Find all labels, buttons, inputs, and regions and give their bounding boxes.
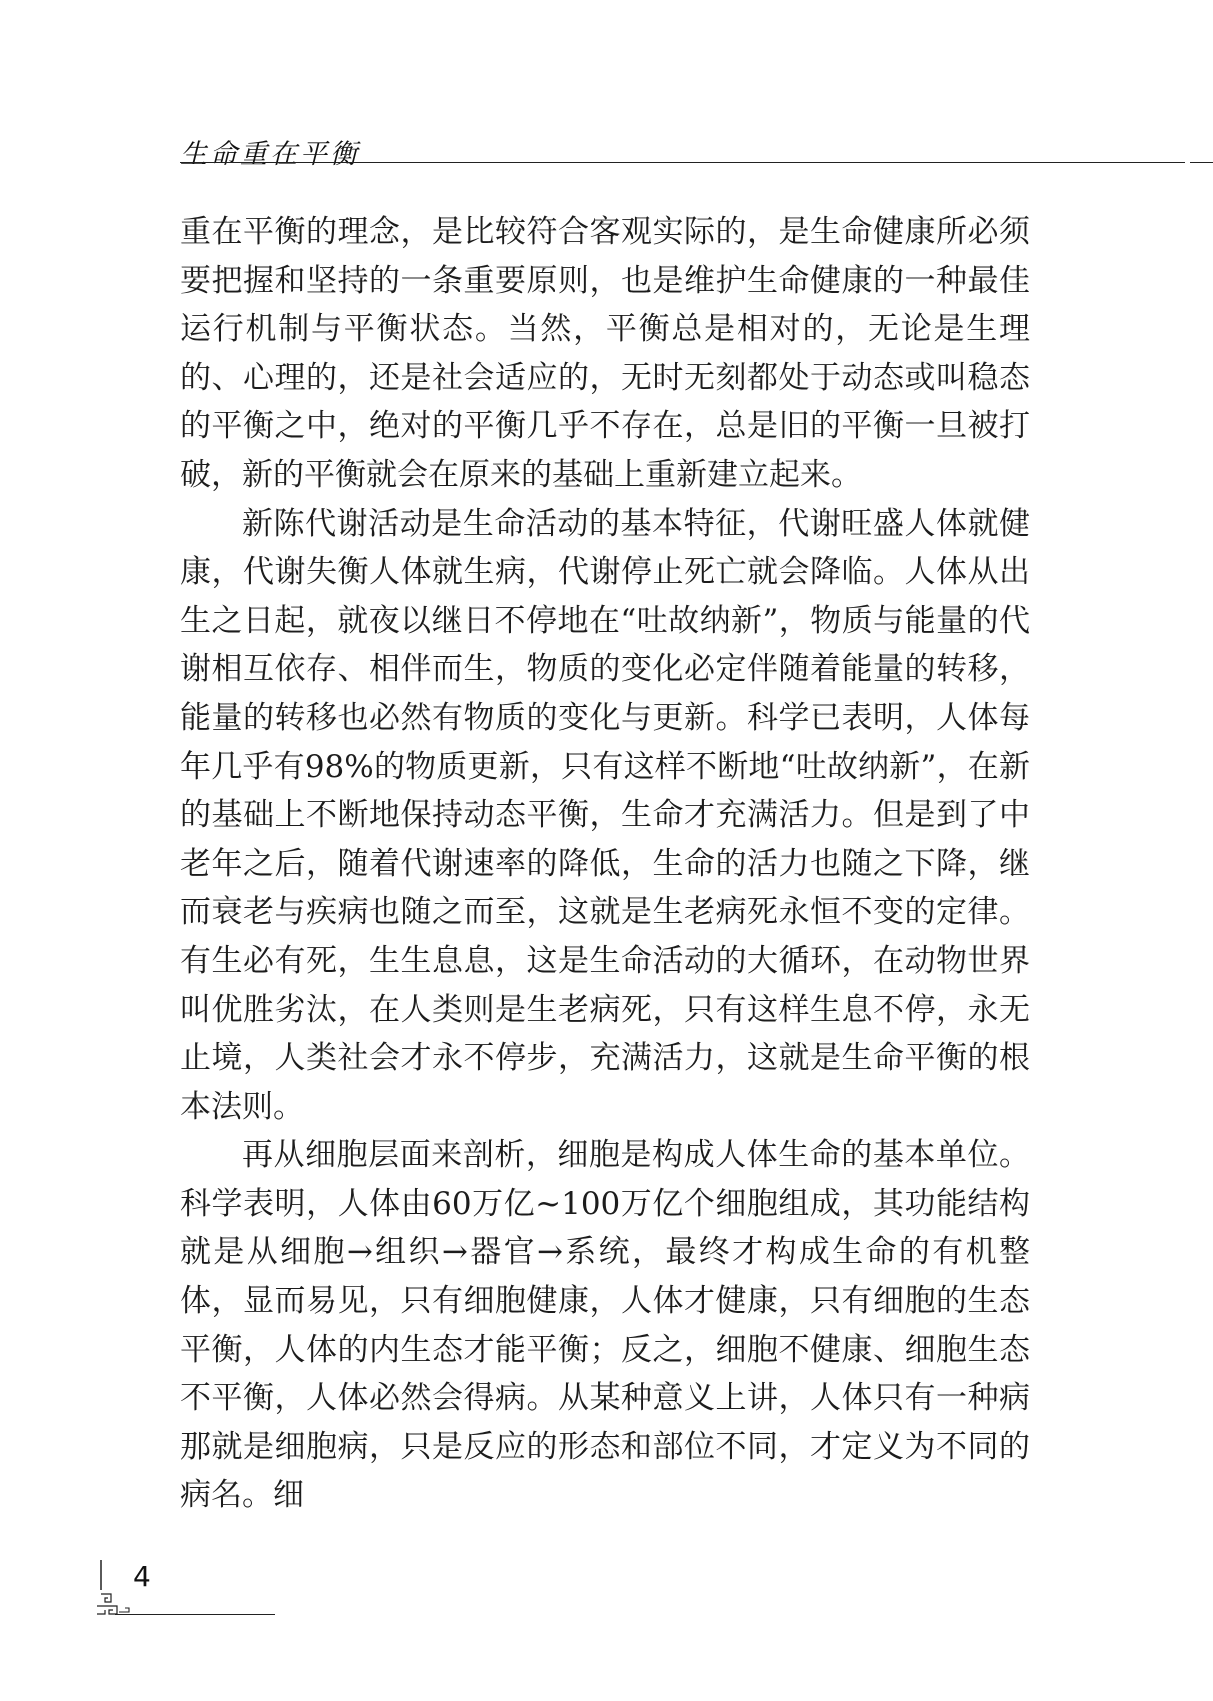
page-footer (95, 1560, 185, 1620)
header-rule (180, 162, 1185, 163)
body-text (180, 208, 1030, 1520)
paragraph: 新陈代谢活动是生命活动的基本特征，代谢旺盛人体就健康，代谢失衡人体就生病，代谢停止死亡就会降临。人体从出生之日起，就夜以继日不停地在“吐故纳新”，物质与能量的代谢相互依存、相伴而生，物质的变化必定伴随着能量的转移，能量的转移也必然有物质的变化与更新。科学已表明，人体每年几乎有98%的物质更新，只有这样不断地“吐故纳新”，在新的基础上不断地保持动态平衡，生命才充满活力。但是到了中老年之后，随着代谢速率的降低，生命的活力也随之下降，继而衰老与疾病也随之而至，这就是生老病死永恒不变的定律。有生必有死，生生息息，这是生命活动的大循环，在动物世界叫优胜劣汰，在人类则是生老病死，只有这样生息不停，永无止境，人类社会才永不停步，充满活力，这就是生命平衡的根本法则。 (180, 505, 1030, 1125)
page-ornament-icon (95, 1560, 135, 1620)
paragraph: 重在平衡的理念，是比较符合客观实际的，是生命健康所必须要把握和坚持的一条重要原则，也是维护生命健康的一种最佳运行机制与平衡状态。当然，平衡总是相对的，无论是生理的、心理的，还是社会适应的，无时无刻都处于动态或叫稳态的平衡之中，绝对的平衡几乎不存在，总是旧的平衡一旦被打破，新的平衡就会在原来的基础上重新建立起来。 (180, 214, 1030, 493)
running-header-title: 生命重在平衡 (180, 139, 360, 170)
header-rule-end (1190, 162, 1213, 163)
paragraph: 再从细胞层面来剖析，细胞是构成人体生命的基本单位。科学表明，人体由60万亿~100万亿个细胞组成，其功能结构就是从细胞→组织→器官→系统，最终才构成生命的有机整体，显而易见，只有细胞健康，人体才健康，只有细胞的生态平衡，人体的内生态才能平衡；反之，细胞不健康、细胞生态不平衡，人体必然会得病。从某种意义上讲，人体只有一种病那就是细胞病，只是反应的形态和部位不同，才定义为不同的病名。细 (180, 1137, 1030, 1514)
footer-rule (115, 1614, 275, 1615)
page-number: 4 (133, 1560, 151, 1593)
